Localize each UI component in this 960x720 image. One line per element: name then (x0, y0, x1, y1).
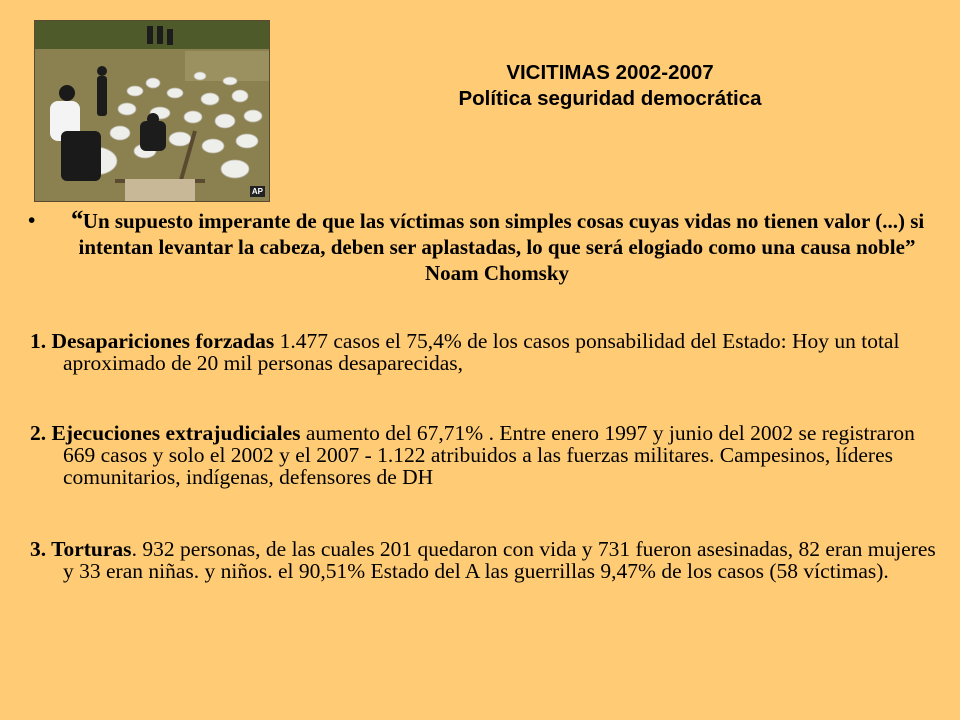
item-tortures (30, 538, 942, 582)
item-body: . 932 personas, de las cuales 201 quedaron con vida y 731 fueron asesinadas, 82 eran mujeres y 33 eran niñas. y niños. el 90,51% Estado del A las guerrillas 9,47% de los casos (58 víctimas). (63, 537, 936, 583)
quote-text: Un supuesto imperante de que las víctimas son simples cosas cuyas vidas no tienen valor (...) si intentan levantar la cabeza, deben ser aplastadas, lo que será elogiado como una causa noble” Noam Chomsky (78, 209, 925, 285)
item-extrajudicial-executions (30, 422, 942, 488)
exhumation-photo (34, 20, 270, 202)
slide-title (370, 60, 850, 112)
chomsky-quote (28, 207, 928, 286)
item-body: 1.477 casos el 75,4% de los casos ponsabilidad del Estado: Hoy un total aproximado de 20 mil personas desaparecidas, (63, 329, 900, 375)
quote-open-mark: “ (69, 205, 83, 234)
photo-illustration (35, 21, 269, 201)
title-line-1: VICITIMAS 2002-2007 (506, 61, 714, 84)
item-heading: 3. Torturas (30, 537, 132, 561)
bullet-marker: • (28, 208, 36, 232)
title-line-2: Política seguridad democrática (458, 87, 762, 110)
item-body: aumento del 67,71% . Entre enero 1997 y junio del 2002 se registraron 669 casos y solo el 2002 y el 2007 - 1.122 atribuidos a las fuerzas militares. Campesinos, líderes comunitarios, indígenas, defensores de DH (63, 421, 915, 489)
item-paragraph (30, 330, 942, 374)
item-paragraph (30, 538, 942, 582)
item-heading: 2. Ejecuciones extrajudiciales (30, 421, 301, 445)
item-paragraph (30, 422, 942, 488)
item-heading: 1. Desapariciones forzadas (30, 329, 275, 353)
quote-text-block (66, 207, 928, 286)
ap-watermark: AP (251, 187, 263, 196)
item-forced-disappearances (30, 330, 942, 374)
